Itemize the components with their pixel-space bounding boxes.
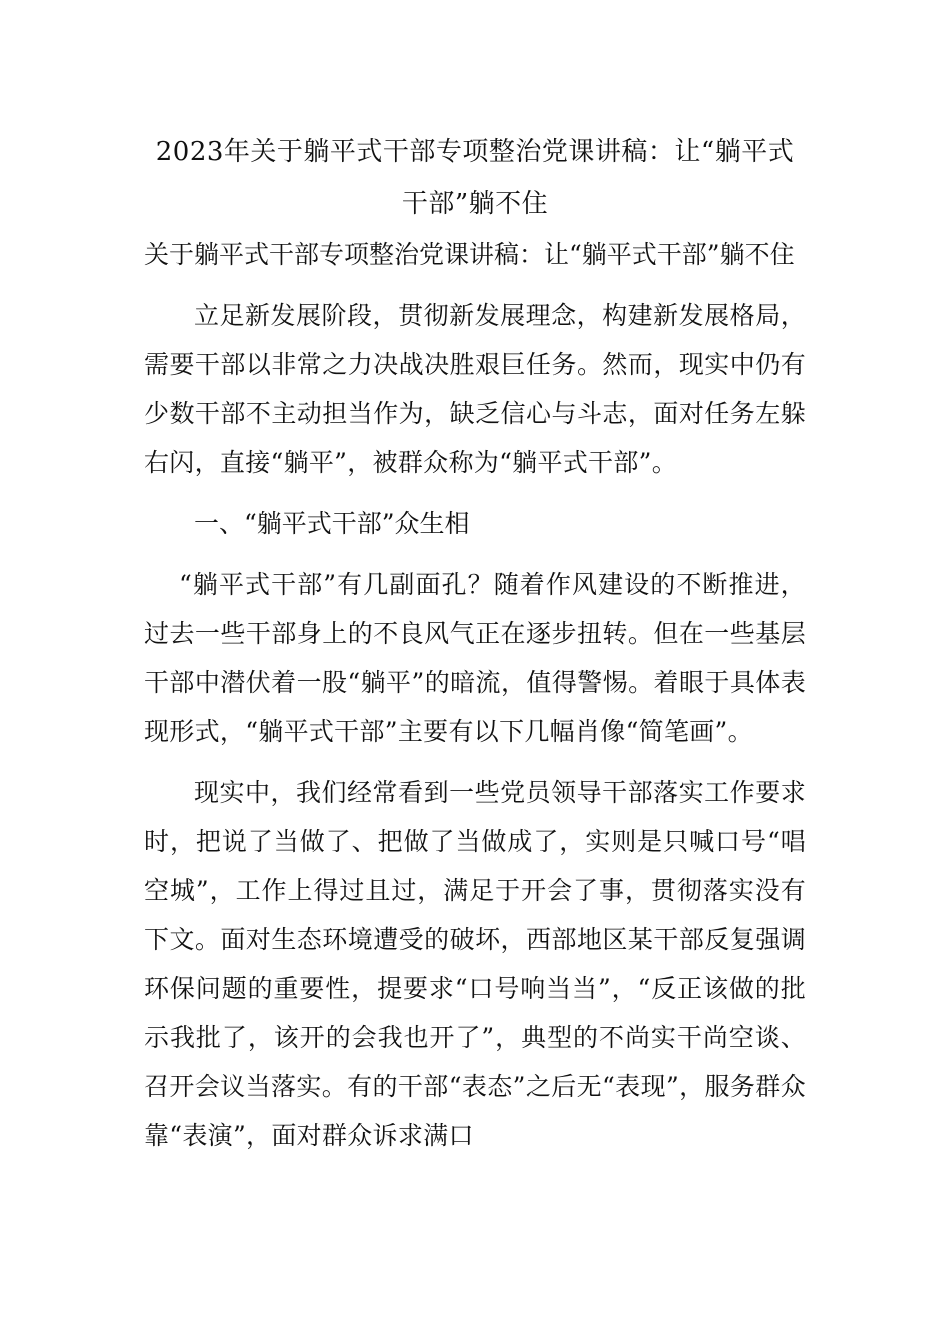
document-page xyxy=(144,126,806,1160)
paragraph-portraits: “躺平式干部”有几副面孔？随着作风建设的不断推进，过去一些干部身上的不良风气正在逐步扭转。但在一些基层干部中潜伏着一股“躺平”的暗流，值得警惕。着眼于具体表现形式，“躺平式干部”主要有以下几幅肖像“简笔画”。 xyxy=(144,570,806,746)
document-title: 2023年关于躺平式干部专项整治党课讲稿：让“躺平式干部”躺不住 xyxy=(155,137,795,219)
paragraph-intro: 立足新发展阶段，贯彻新发展理念，构建新发展格局，需要干部以非常之力决战决胜艰巨任务。然而，现实中仍有少数干部不主动担当作为，缺乏信心与斗志，面对任务左躲右闪，直接“躺平”，被群众称为“躺平式干部”。 xyxy=(144,301,806,477)
section-heading-1: 一、“躺平式干部”众生相 xyxy=(194,509,470,538)
document-subtitle: 关于躺平式干部专项整治党课讲稿：让“躺平式干部”躺不住 xyxy=(144,240,795,269)
paragraph-reality: 现实中，我们经常看到一些党员领导干部落实工作要求时，把说了当做了、把做了当做成了，实则是只喊口号“唱空城”，工作上得过且过，满足于开会了事，贯彻落实没有下文。面对生态环境遭受的破坏，西部地区某干部反复强调环保问题的重要性，提要求“口号响当当”，“反正该做的批示我批了，该开的会我也开了”，典型的不尚实干尚空谈、召开会议当落实。有的干部“表态”之后无“表现”，服务群众靠“表演”，面对群众诉求满口 xyxy=(144,778,806,1150)
